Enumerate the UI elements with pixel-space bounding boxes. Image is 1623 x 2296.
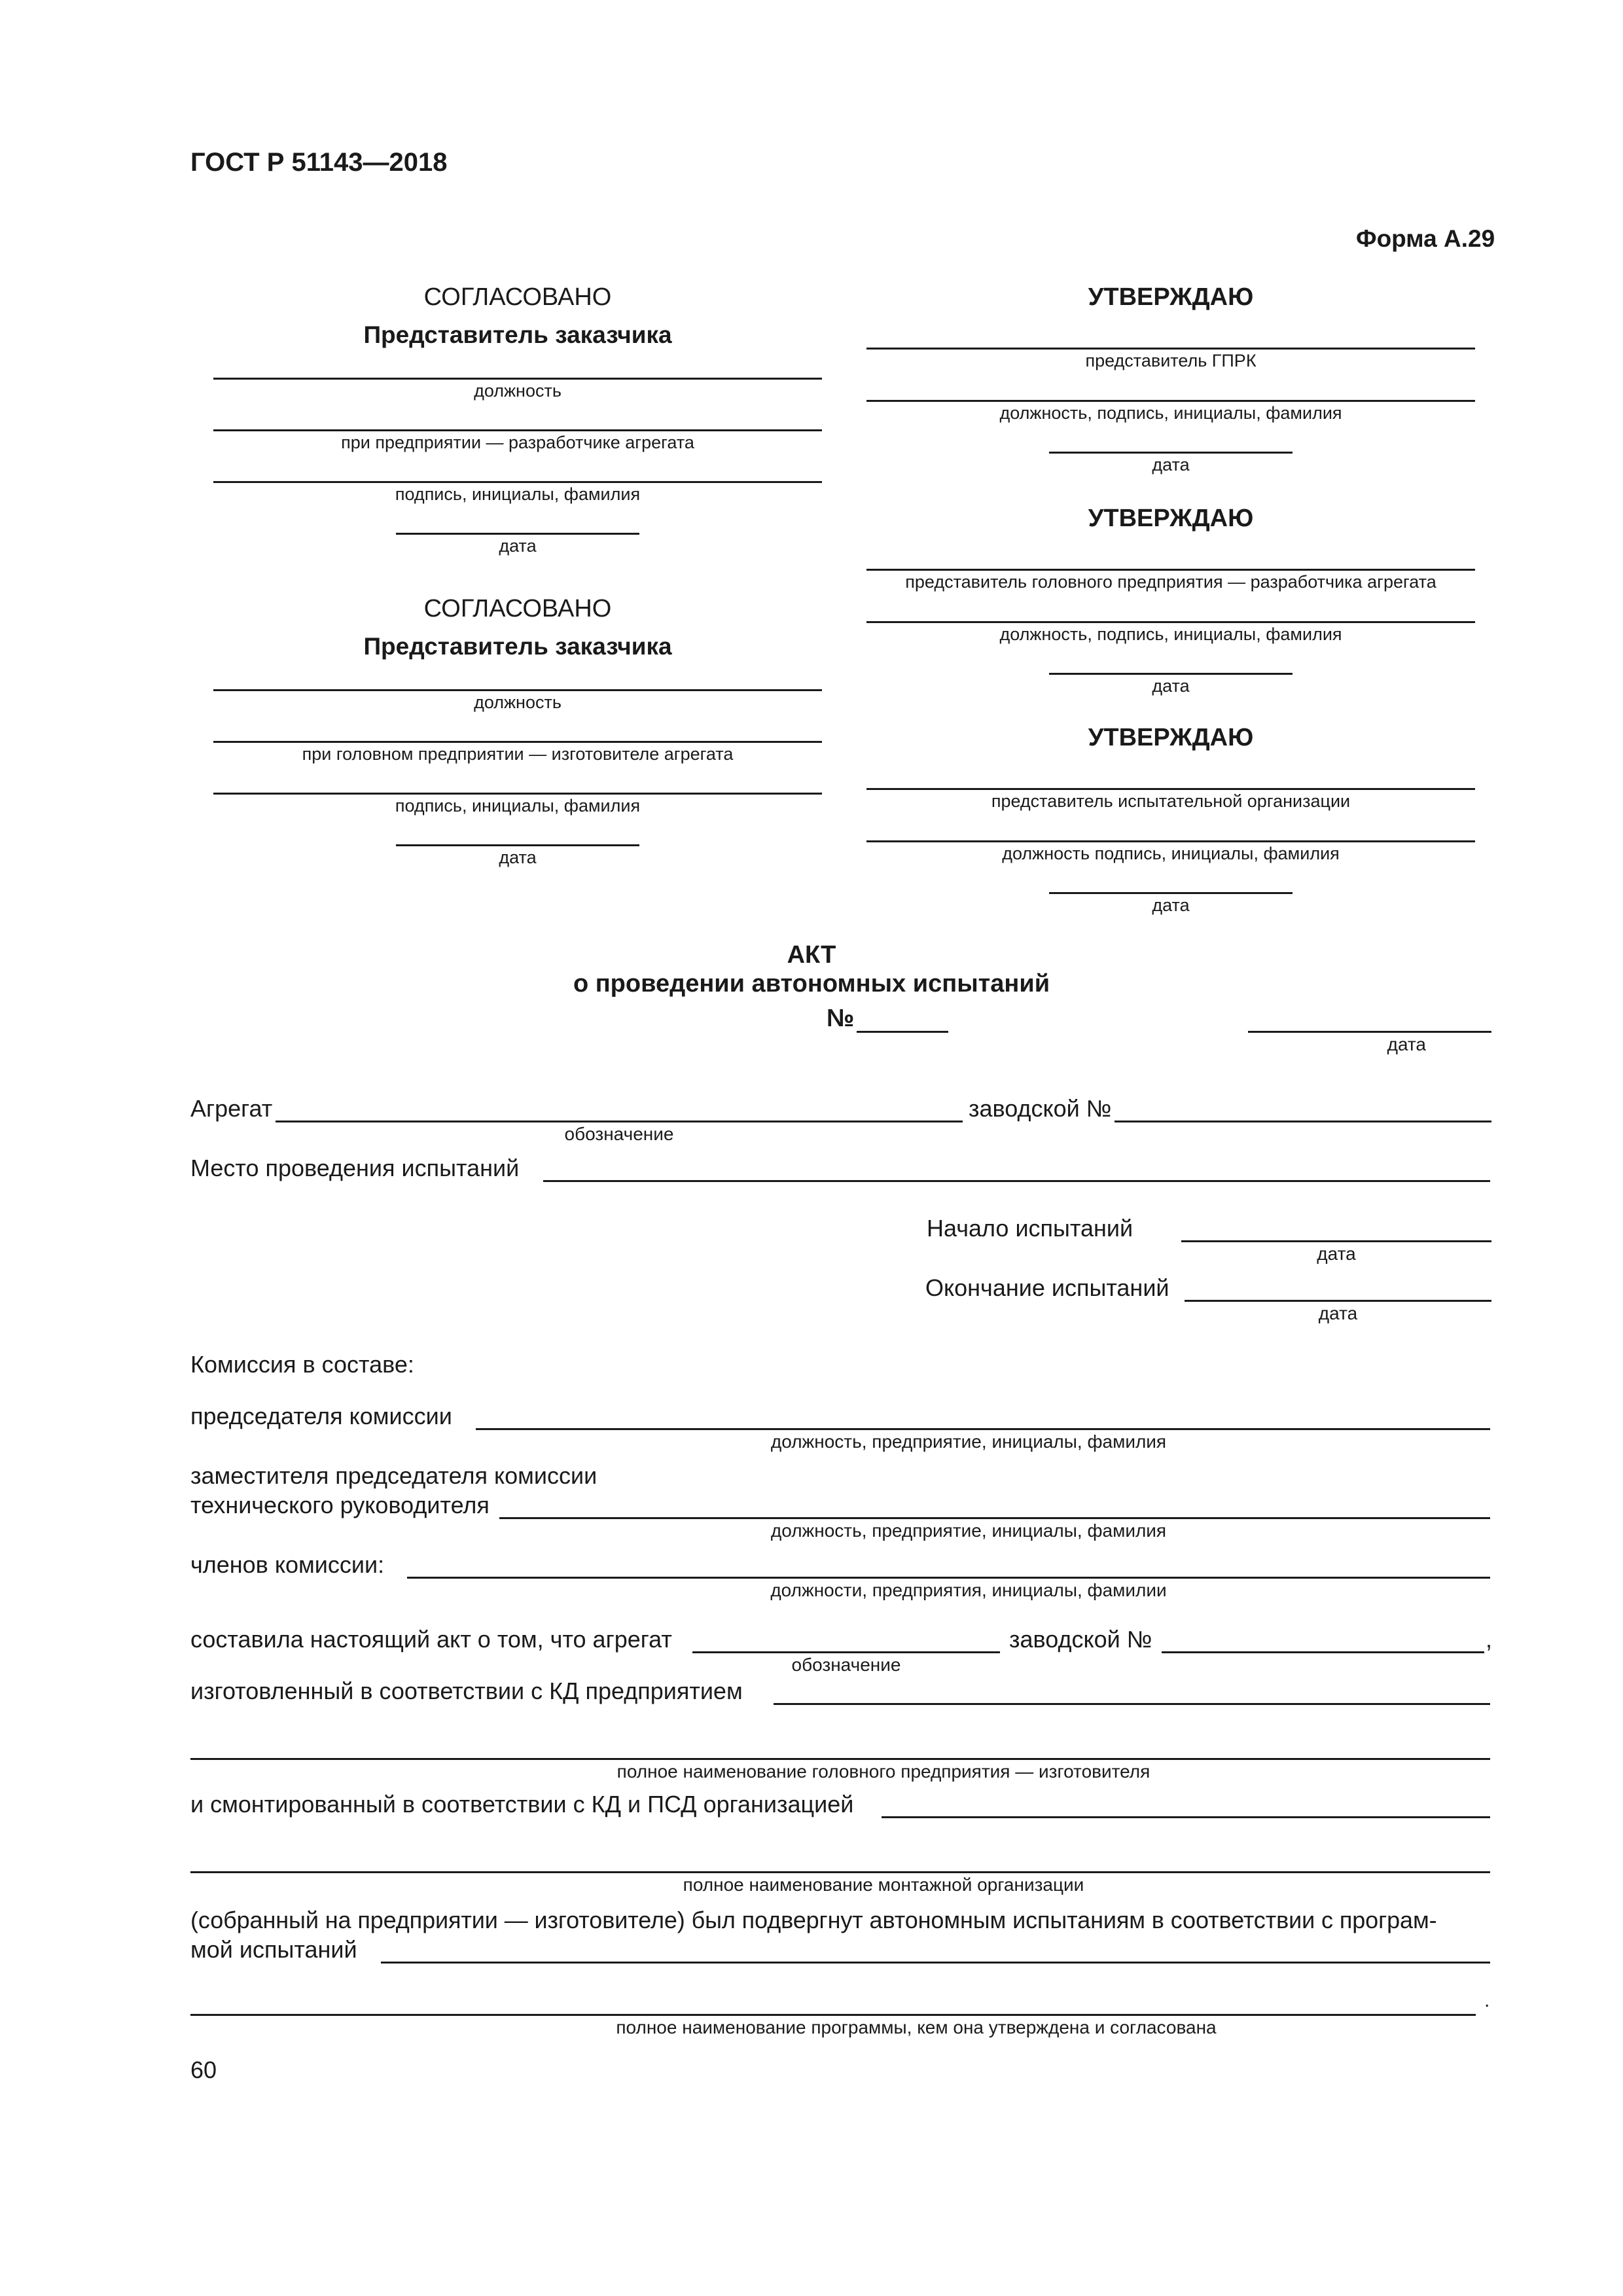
program-line-2[interactable]	[190, 2014, 1476, 2016]
approve-2-date-caption: дата	[1152, 676, 1190, 696]
act-serial-line[interactable]	[1162, 1651, 1484, 1653]
act-text: составила настоящий акт о том, что агрегат	[190, 1626, 672, 1653]
deputy-label-2: технического руководителя	[190, 1492, 490, 1518]
approve-2-date-line[interactable]	[1049, 673, 1293, 675]
act-date-caption-wrap	[1248, 1034, 1491, 1055]
standard-code: ГОСТ Р 51143—2018	[190, 148, 448, 177]
made-label: изготовленный в соответствии с КД предприятием	[190, 1677, 743, 1704]
end-caption: дата	[1318, 1303, 1358, 1323]
start-label: Начало испытаний	[927, 1215, 1133, 1242]
unit-label: Агрегат	[190, 1095, 273, 1122]
page-number: 60	[190, 2056, 217, 2083]
act-date-line[interactable]	[1248, 1031, 1491, 1033]
chair-line[interactable]	[476, 1428, 1490, 1430]
form-number: Форма А.29	[1356, 225, 1495, 252]
members-line[interactable]	[407, 1577, 1490, 1579]
start-line[interactable]	[1181, 1240, 1491, 1242]
approve-2-rep-caption: представитель головного предприятия — разработчика агрегата	[905, 572, 1436, 592]
approve-1-signature-caption: должность, подпись, инициалы, фамилия	[999, 403, 1342, 423]
agreed-1-enterprise-caption: при предприятии — разработчике агрегата	[341, 433, 694, 452]
approve-3-signature-caption: должность подпись, инициалы, фамилия	[1002, 844, 1340, 863]
end-line[interactable]	[1185, 1300, 1491, 1302]
deputy-label-1: заместителя председателя комиссии	[190, 1462, 597, 1489]
assembled-text-1: (собранный на предприятии — изготовителе) был подвергнут автономным испытаниям в соответствии с програм-	[190, 1907, 1437, 1933]
approve-1-signature-line[interactable]	[866, 400, 1475, 402]
approve-title-3: УТВЕРЖДАЮ	[1088, 724, 1254, 751]
chair-caption: должность, предприятие, инициалы, фамилия	[770, 1431, 1167, 1452]
agreed-1-date-caption: дата	[499, 536, 537, 556]
assembled-text-2: мой испытаний	[190, 1936, 357, 1963]
approve-3-rep-caption: представитель испытательной организации	[991, 791, 1351, 811]
agreed-1-position-line[interactable]	[213, 378, 822, 380]
made-caption: полное наименование головного предприятия — изготовителя	[616, 1761, 1150, 1782]
unit-line[interactable]	[276, 1121, 963, 1122]
act-date-caption: дата	[1387, 1034, 1426, 1054]
commission-label: Комиссия в составе:	[190, 1351, 414, 1378]
approve-3-signature-line[interactable]	[866, 840, 1475, 842]
agreed-1-enterprise-line[interactable]	[213, 429, 822, 431]
agreed-subtitle-2: Представитель заказчика	[363, 633, 672, 660]
agreed-2-signature-line[interactable]	[213, 793, 822, 795]
approve-2-rep-line[interactable]	[866, 569, 1475, 571]
agreed-2-signature-caption: подпись, инициалы, фамилия	[395, 796, 641, 816]
mounted-label: и смонтированный в соответствии с КД и ПСД организацией	[190, 1791, 854, 1818]
end-label: Окончание испытаний	[925, 1274, 1169, 1301]
mounted-line[interactable]	[882, 1816, 1490, 1818]
agreed-2-date-line[interactable]	[396, 844, 639, 846]
agreed-2-enterprise-caption: при головном предприятии — изготовителе агрегата	[302, 744, 734, 764]
approve-1-rep-line[interactable]	[866, 348, 1475, 350]
approve-3-date-line[interactable]	[1049, 892, 1293, 894]
program-line[interactable]	[381, 1962, 1490, 1964]
agreed-1-signature-caption: подпись, инициалы, фамилия	[395, 484, 641, 504]
agreed-title-2: СОГЛАСОВАНО	[423, 595, 612, 622]
members-label: членов комиссии:	[190, 1551, 385, 1578]
act-number-label: №	[827, 1005, 855, 1032]
approve-2-signature-line[interactable]	[866, 621, 1475, 623]
act-unit-caption: обозначение	[791, 1655, 901, 1675]
serial-label: заводской №	[969, 1095, 1112, 1122]
agreed-2-position-line[interactable]	[213, 689, 822, 691]
act-unit-line[interactable]	[692, 1651, 1000, 1653]
agreed-1-date-line[interactable]	[396, 533, 639, 535]
approve-1-date-line[interactable]	[1049, 452, 1293, 454]
place-line[interactable]	[543, 1180, 1490, 1182]
approve-1-date-caption: дата	[1152, 455, 1190, 475]
approve-title-2: УТВЕРЖДАЮ	[1088, 505, 1254, 532]
act-serial-label: заводской №	[1009, 1626, 1152, 1653]
agreed-title-1: СОГЛАСОВАНО	[423, 283, 612, 311]
unit-caption: обозначение	[564, 1124, 674, 1144]
agreed-2-enterprise-line[interactable]	[213, 741, 822, 743]
place-label: Место проведения испытаний	[190, 1155, 520, 1181]
agreed-1-position-caption: должность	[474, 381, 562, 401]
act-subtitle: о проведении автономных испытаний	[573, 970, 1050, 997]
approve-title-1: УТВЕРЖДАЮ	[1088, 283, 1254, 311]
serial-line[interactable]	[1115, 1121, 1491, 1122]
deputy-caption: должность, предприятие, инициалы, фамилия	[770, 1520, 1167, 1541]
approve-2-signature-caption: должность, подпись, инициалы, фамилия	[999, 624, 1342, 644]
act-comma: ,	[1486, 1626, 1493, 1653]
final-dot: .	[1484, 1990, 1490, 2011]
approve-1-rep-caption: представитель ГПРК	[1085, 351, 1257, 370]
agreed-1-signature-line[interactable]	[213, 481, 822, 483]
act-number-line[interactable]	[857, 1031, 948, 1033]
agreed-subtitle-1: Представитель заказчика	[363, 321, 672, 348]
act-title: АКТ	[787, 941, 836, 969]
made-line-2[interactable]	[190, 1758, 1490, 1760]
start-caption: дата	[1317, 1244, 1356, 1264]
agreed-2-date-caption: дата	[499, 848, 537, 867]
program-caption: полное наименование программы, кем она утверждена и согласована	[616, 2017, 1217, 2037]
deputy-line[interactable]	[499, 1517, 1490, 1519]
mounted-caption: полное наименование монтажной организации	[683, 1874, 1084, 1895]
members-caption: должности, предприятия, инициалы, фамилии	[770, 1580, 1167, 1600]
made-line[interactable]	[774, 1703, 1490, 1705]
approve-3-date-caption: дата	[1152, 895, 1190, 915]
agreed-2-position-caption: должность	[474, 692, 562, 712]
chair-label: председателя комиссии	[190, 1403, 452, 1429]
approve-3-rep-line[interactable]	[866, 788, 1475, 790]
mounted-line-2[interactable]	[190, 1871, 1490, 1873]
